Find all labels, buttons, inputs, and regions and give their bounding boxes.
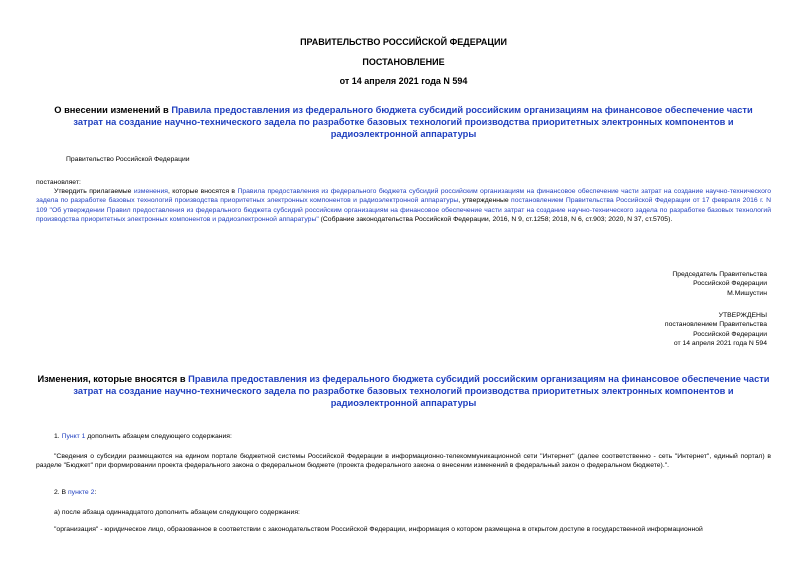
item-number: 1. [54, 433, 62, 440]
changes-link[interactable]: изменения [133, 188, 168, 195]
quoted-paragraph-2: "организация" - юридическое лицо, образованное в соответствии с законодательством Российской Федерации, информация о котором размещена в открытом доступе в государственной информационной [54, 526, 703, 533]
signature-name: М.Мишустин [727, 289, 767, 297]
document-type: ПОСТАНОВЛЕНИЕ [362, 57, 445, 67]
paragraph-text: , которые вносятся в [168, 188, 238, 195]
government-header: ПРАВИТЕЛЬСТВО РОССИЙСКОЙ ФЕДЕРАЦИИ [300, 37, 507, 47]
rules-link[interactable]: Правила предоставления из федерального бюджета субсидий российским организациям на финансовое обеспечение части затрат на создание научно-технического задела по разработке базовых технологий производства приоритетных электронных компонентов и радиоэлектронной аппаратуры [36, 188, 771, 205]
approval-date: от 14 апреля 2021 года N 594 [673, 339, 767, 347]
resolution-109-link[interactable]: постановлением Правительства Российской Федерации от 17 февраля 2016 г. N 109 "Об утверждении Правил предоставления из федерального бюджета субсидий российским организациям на финансовое обеспечение части затрат на создание научно-технического задела по разработке базовых технологий производства приоритетных электронных компонентов и радиоэлектронной аппаратуры" [36, 197, 771, 223]
change-item-1 [54, 432, 232, 441]
item-text: дополнить абзацем следующего содержания: [85, 433, 232, 440]
paragraph-text: Утвердить прилагаемые [54, 188, 134, 195]
point-1-link[interactable]: Пункт 1 [61, 433, 86, 440]
changes-title [30, 373, 777, 409]
title-rules-link[interactable]: Правила предоставления из федерального бюджета субсидий российским организациям на финансовое обеспечение части затрат на создание научно-технического задела по разработке базовых технологий производства приоритетных электронных компонентов и радиоэлектронной аппаратуры [73, 105, 753, 139]
quoted-paragraph-1: "Сведения о субсидии размещаются на едином портале бюджетной системы Российской Федерации в информационно-телекоммуникационной сети "Интернет" (далее соответственно - сеть "Интернет", единый портал) в разделе "Бюджет" при формировании проекта федерального закона о федеральном бюджете (проекта федерального закона о внесении изменений в федеральный закон о федеральном бюджете).". [36, 453, 771, 470]
changes-title-prefix: Изменения, которые вносятся в [37, 374, 189, 384]
signature-position: Председатель Правительства [672, 271, 767, 278]
change-item-2 [54, 488, 96, 497]
signature-country: Российской Федерации [693, 280, 767, 288]
signature-block [567, 270, 767, 298]
resolution-paragraph [36, 187, 771, 224]
document-date-number: от 14 апреля 2021 года N 594 [339, 76, 468, 86]
changes-title-rules-link[interactable]: Правила предоставления из федерального бюджета субсидий российским организациям на финансовое обеспечение части затрат на создание научно-технического задела по разработке базовых технологий производства приоритетных электронных компонентов и радиоэлектронной аппаратуры [73, 374, 770, 408]
title-prefix: О внесении изменений в [54, 105, 172, 115]
document-title [40, 104, 767, 140]
approval-line: Российской Федерации [693, 330, 767, 338]
item-text: : [94, 489, 97, 496]
approval-block [567, 311, 767, 348]
approval-line: постановлением Правительства [664, 321, 767, 329]
change-subitem-a: а) после абзаца одиннадцатого дополнить абзацем следующего содержания: [54, 509, 300, 516]
paragraph-text: , утвержденные [458, 197, 512, 205]
point-2-link[interactable]: пункте 2 [67, 489, 95, 496]
paragraph-text: (Собрание законодательства Российской Федерации, 2016, N 9, ст.1258; 2018, N 6, ст.903; 2020, N 37, ст.5705). [318, 215, 673, 223]
item-number: 2. В [54, 489, 68, 496]
issuing-government: Правительство Российской Федерации [66, 156, 190, 163]
decides-label: постановляет: [36, 179, 81, 186]
approval-title: УТВЕРЖДЕНЫ [718, 312, 767, 319]
